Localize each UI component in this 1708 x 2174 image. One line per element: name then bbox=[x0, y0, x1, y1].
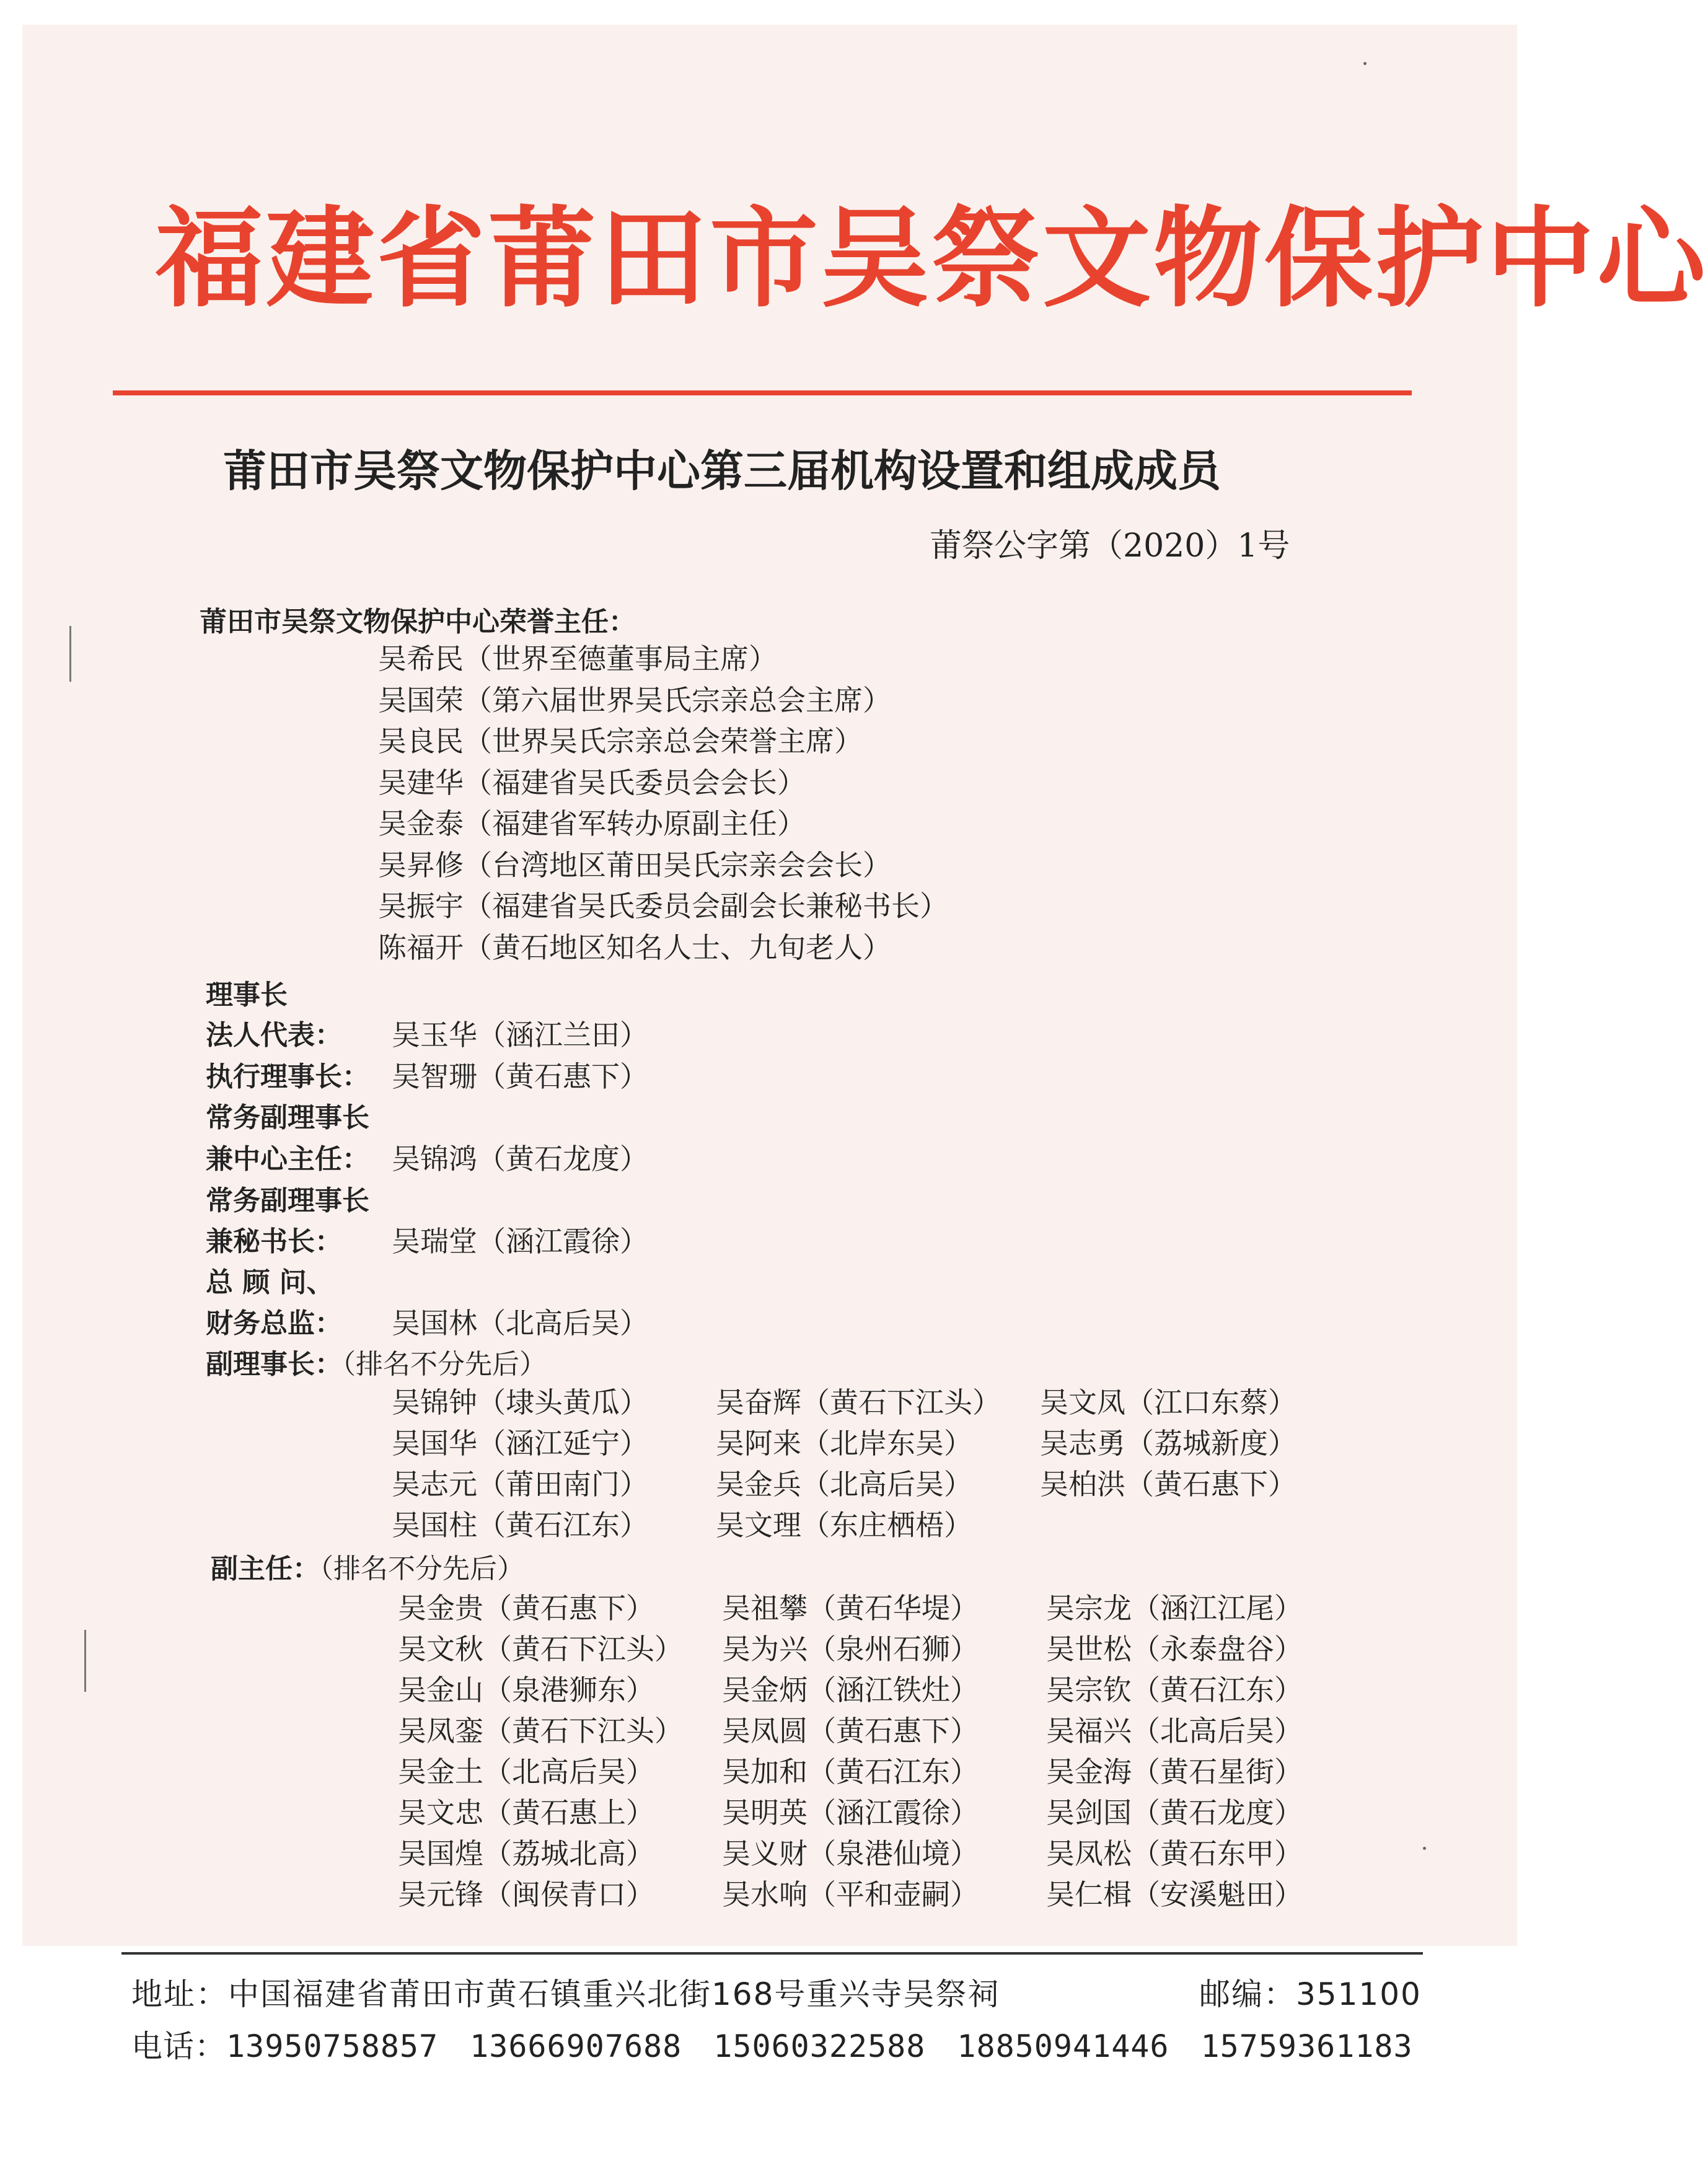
vice-director-name: 吴义财（泉港仙境） bbox=[722, 1837, 979, 1870]
vice-chairman-name: 吴志勇（荔城新度） bbox=[1040, 1427, 1296, 1460]
finance-director-label: 财务总监： bbox=[206, 1308, 342, 1339]
vice-director-name: 吴明英（涵江霞徐） bbox=[722, 1796, 979, 1829]
legal-rep-label: 法人代表： bbox=[206, 1019, 342, 1051]
vice-director-name: 吴水响（平和壶嗣） bbox=[722, 1878, 979, 1911]
legal-rep-value: 吴玉华（涵江兰田） bbox=[392, 1018, 648, 1052]
vice-chairmen-heading bbox=[206, 1349, 547, 1381]
vice-chairman-name: 吴阿来（北岸东吴） bbox=[716, 1427, 972, 1460]
vice-director-name: 吴元锋（闽侯青口） bbox=[398, 1878, 654, 1911]
executive-chairman-label: 执行理事长： bbox=[206, 1061, 369, 1093]
footer-postcode: 邮编：351100 bbox=[1199, 1976, 1422, 2012]
finance-director-value: 吴国林（北高后吴） bbox=[392, 1306, 648, 1340]
honorary-member: 陈福开（黄石地区知名人士、九旬老人） bbox=[378, 930, 891, 964]
staple-mark bbox=[69, 626, 71, 682]
vice-chairmen-label: 副理事长： bbox=[206, 1349, 342, 1380]
honorary-member: 吴金泰（福建省军转办原副主任） bbox=[378, 807, 806, 840]
vice-director-name: 吴金土（北高后吴） bbox=[398, 1755, 654, 1789]
vice-director-name: 吴金贵（黄石惠下） bbox=[398, 1591, 654, 1625]
vice-director-name: 吴世松（永泰盘谷） bbox=[1046, 1632, 1303, 1666]
vice-director-name: 吴文秋（黄石下江头） bbox=[398, 1632, 683, 1666]
vice-director-name: 吴凤圆（黄石惠下） bbox=[722, 1714, 979, 1748]
vice-director-name: 吴宗钦（黄石江东） bbox=[1046, 1673, 1303, 1707]
vice-chairman-name: 吴文理（东庄栖梧） bbox=[716, 1508, 972, 1542]
standing-vice-chairman-label: 常务副理事长 bbox=[206, 1185, 369, 1217]
honorary-member: 吴国荣（第六届世界吴氏宗亲总会主席） bbox=[378, 683, 891, 717]
vice-chairman-name: 吴志元（莆田南门） bbox=[392, 1468, 648, 1501]
vice-director-name: 吴为兴（泉州石狮） bbox=[722, 1632, 979, 1666]
honorary-member: 吴昇修（台湾地区莆田吴氏宗亲会会长） bbox=[378, 848, 891, 882]
standing-vice-chairman-label: 常务副理事长 bbox=[206, 1102, 369, 1133]
vice-director-name: 吴金海（黄石星街） bbox=[1046, 1755, 1303, 1789]
honorary-member: 吴希民（世界至德董事局主席） bbox=[378, 642, 777, 676]
honorary-heading: 莆田市吴祭文物保护中心荣誉主任： bbox=[200, 606, 636, 638]
top-margin bbox=[0, 0, 1537, 27]
letterhead-divider bbox=[113, 390, 1412, 395]
honorary-member-list bbox=[378, 638, 948, 968]
vice-directors-label: 副主任： bbox=[211, 1553, 320, 1585]
honorary-member: 吴振宇（福建省吴氏委员会副会长兼秘书长） bbox=[378, 889, 948, 923]
document-title: 莆田市吴祭文物保护中心第三届机构设置和组成成员 bbox=[223, 446, 1221, 496]
vice-chairman-name: 吴国华（涵江延宁） bbox=[392, 1427, 648, 1460]
vice-director-name: 吴加和（黄石江东） bbox=[722, 1755, 979, 1789]
document-number: 莆祭公字第（2020）1号 bbox=[930, 527, 1290, 565]
vice-chairman-name: 吴锦钟（埭头黄瓜） bbox=[392, 1386, 648, 1419]
vice-director-name: 吴金炳（涵江铁灶） bbox=[722, 1673, 979, 1707]
vice-chairman-name: 吴国柱（黄石江东） bbox=[392, 1508, 648, 1542]
vice-director-name: 吴凤銮（黄石下江头） bbox=[398, 1714, 683, 1748]
vice-directors-heading bbox=[211, 1553, 524, 1586]
footer-divider bbox=[121, 1952, 1423, 1955]
letterhead-title: 福建省莆田市吴祭文物保护中心 bbox=[155, 195, 1708, 322]
vice-chairman-name: 吴文凤（江口东蔡） bbox=[1040, 1386, 1296, 1419]
vice-director-name: 吴福兴（北高后吴） bbox=[1046, 1714, 1303, 1748]
center-director-value: 吴锦鸿（黄石龙度） bbox=[392, 1142, 648, 1176]
vice-director-name: 吴金山（泉港狮东） bbox=[398, 1673, 654, 1707]
vice-director-name: 吴文忠（黄石惠上） bbox=[398, 1796, 654, 1829]
honorary-member: 吴建华（福建省吴氏委员会会长） bbox=[378, 765, 806, 799]
chief-advisor-label: 总 顾 问、 bbox=[206, 1267, 334, 1298]
vice-directors-note: （排名不分先后） bbox=[320, 1553, 524, 1585]
vice-director-name: 吴仁楫（安溪魁田） bbox=[1046, 1878, 1303, 1911]
chairman-label: 理事长 bbox=[206, 979, 288, 1011]
honorary-member: 吴良民（世界吴氏宗亲总会荣誉主席） bbox=[378, 724, 863, 758]
secretary-general-value: 吴瑞堂（涵江霞徐） bbox=[392, 1225, 648, 1258]
center-director-label: 兼中心主任： bbox=[206, 1143, 369, 1175]
vice-director-name: 吴祖攀（黄石华堤） bbox=[722, 1591, 979, 1625]
footer-phones: 电话：13950758857 13666907688 15060322588 18850941446 15759361183 bbox=[131, 2028, 1413, 2064]
vice-director-name: 吴凤松（黄石东甲） bbox=[1046, 1837, 1303, 1870]
secretary-general-label: 兼秘书长： bbox=[206, 1226, 342, 1257]
executive-chairman-value: 吴智珊（黄石惠下） bbox=[392, 1060, 648, 1093]
vice-director-name: 吴剑国（黄石龙度） bbox=[1046, 1796, 1303, 1829]
vice-chairmen-note: （排名不分先后） bbox=[342, 1349, 547, 1380]
vice-chairman-name: 吴柏洪（黄石惠下） bbox=[1040, 1468, 1296, 1501]
staple-mark bbox=[84, 1630, 86, 1692]
scan-speck bbox=[1423, 1847, 1426, 1850]
vice-chairman-name: 吴奋辉（黄石下江头） bbox=[716, 1386, 1001, 1419]
vice-director-name: 吴国煌（荔城北高） bbox=[398, 1837, 654, 1870]
vice-director-name: 吴宗龙（涵江江尾） bbox=[1046, 1591, 1303, 1625]
vice-chairman-name: 吴金兵（北高后吴） bbox=[716, 1468, 972, 1501]
footer-address: 地址：中国福建省莆田市黄石镇重兴北街168号重兴寺吴祭祠 bbox=[131, 1976, 1000, 2012]
scan-speck bbox=[1363, 62, 1367, 65]
